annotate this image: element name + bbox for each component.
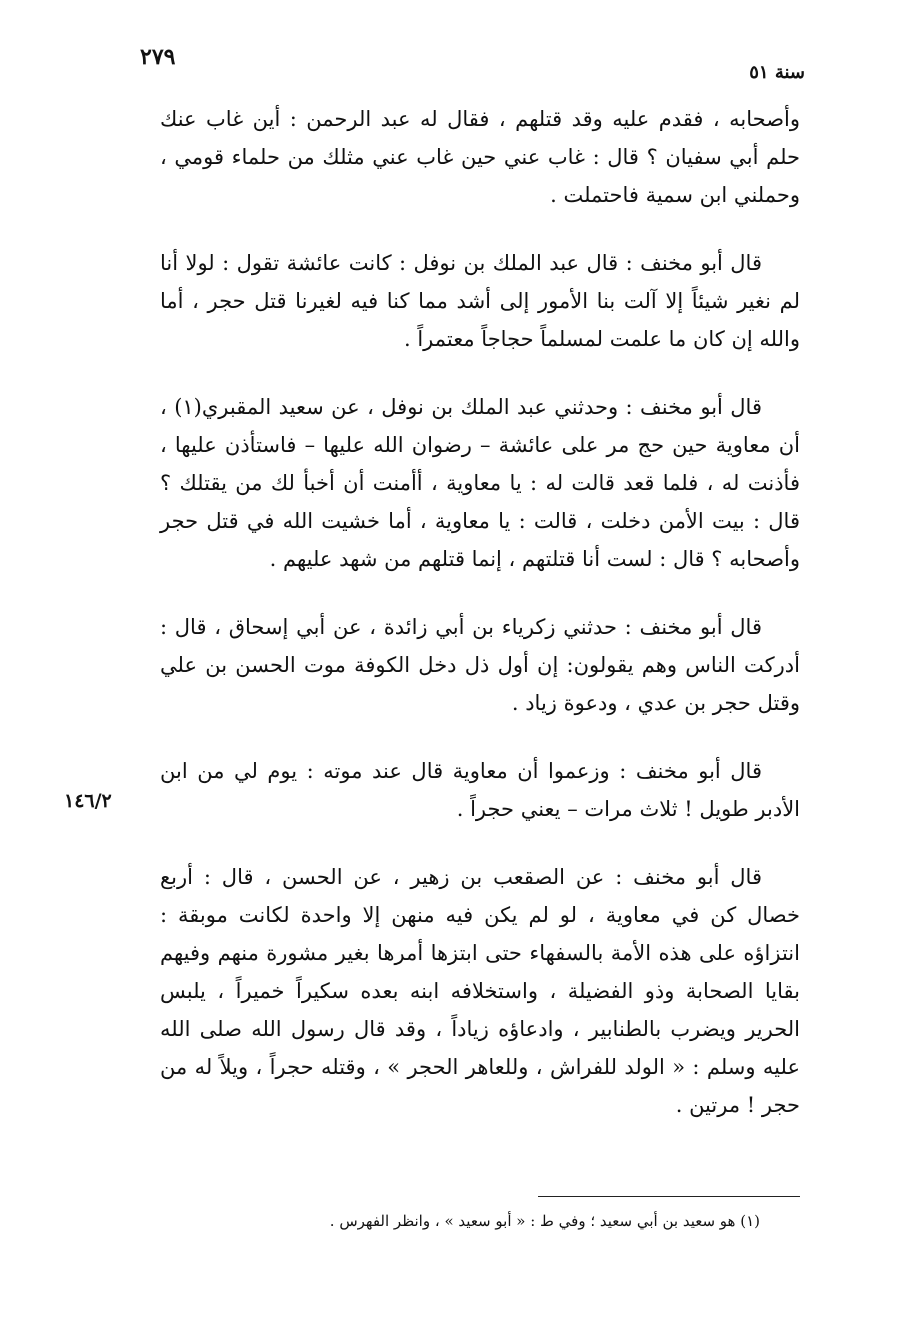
page-number: ٢٧٩	[140, 44, 176, 70]
main-text	[160, 100, 800, 1124]
paragraph: قال أبو مخنف : وحدثني عبد الملك بن نوفل ، عن سعيد المقبري(١) ، أن معاوية حين حج مر على عائشة – رضوان الله عليها – فاستأذن عليها ، فأذنت له ، فلما قعد قالت له : يا معاوية ، أأمنت أن أخبأ لك من يقتلك ؟ قال : بيت الأمن دخلت ، قالت : يا معاوية ، أما خشيت الله في قتل حجر وأصحابه ؟ قال : لست أنا قتلتهم ، إنما قتلهم من شهد عليهم .	[160, 395, 800, 571]
paragraph: قال أبو مخنف : حدثني زكرياء بن أبي زائدة ، عن أبي إسحاق ، قال : أدركت الناس وهم يقولون: إن أول ذل دخل الكوفة موت الحسن بن علي وقتل حجر بن عدي ، ودعوة زياد .	[160, 615, 800, 715]
running-header-year: سنة ٥١	[749, 62, 805, 83]
paragraph: قال أبو مخنف : وزعموا أن معاوية قال عند موته : يوم لي من ابن الأدبر طويل ! ثلاث مرات – يعني حجراً .	[160, 759, 800, 821]
footnote: (١) هو سعيد بن أبي سعيد ؛ وفي ط : « أبو سعيد » ، وانظر الفهرس .	[329, 1212, 760, 1230]
paragraph: قال أبو مخنف : قال عبد الملك بن نوفل : كانت عائشة تقول : لولا أنا لم نغير شيئاً إلا آلت بنا الأمور إلى أشد مما كنا فيه لغيرنا قتل حجر ، أما والله إن كان ما علمت لمسلماً حجاجاً معتمراً .	[160, 251, 800, 351]
paragraph: وأصحابه ، فقدم عليه وقد قتلهم ، فقال له عبد الرحمن : أين غاب عنك حلم أبي سفيان ؟ قال : غاب عني حين غاب عني مثلك من حلماء قومي ، وحملني ابن سمية فاحتملت .	[160, 107, 800, 207]
footnote-divider	[538, 1196, 800, 1197]
margin-reference: ١٤٦/٢	[64, 790, 112, 812]
paragraph: قال أبو مخنف : عن الصقعب بن زهير ، عن الحسن ، قال : أربع خصال كن في معاوية ، لو لم يكن فيه منهن إلا واحدة لكانت موبقة : انتزاؤه على هذه الأمة بالسفهاء حتى ابتزها أمرها بغير مشورة منهم وفيهم بقايا الصحابة وذو الفضيلة ، واستخلافه ابنه بعده سكيراً خميراً ، يلبس الحرير ويضرب بالطنابير ، وادعاؤه زياداً ، وقد قال رسول الله صلى الله عليه وسلم : « الولد للفراش ، وللعاهر الحجر » ، وقتله حجراً ، ويلاً له من حجر ! مرتين .	[160, 865, 800, 1117]
